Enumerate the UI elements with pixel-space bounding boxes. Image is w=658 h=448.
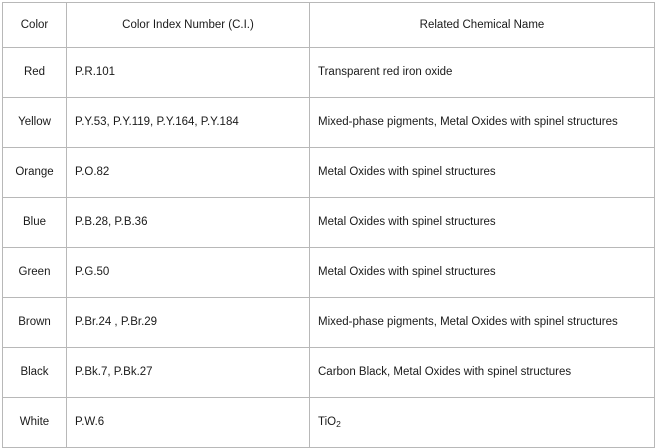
table-row	[3, 98, 655, 148]
cell-color: Green	[3, 248, 67, 298]
cell-chemical-name: Carbon Black, Metal Oxides with spinel structures	[310, 348, 655, 398]
cell-color: Red	[3, 48, 67, 98]
pigment-table-container	[2, 2, 656, 448]
cell-chemical-name: Metal Oxides with spinel structures	[310, 198, 655, 248]
cell-chemical-name: Transparent red iron oxide	[310, 48, 655, 98]
cell-color: Orange	[3, 148, 67, 198]
cell-color-index: P.R.101	[67, 48, 310, 98]
cell-chemical-name: Metal Oxides with spinel structures	[310, 148, 655, 198]
cell-chemical-name	[310, 398, 655, 448]
cell-color: Black	[3, 348, 67, 398]
cell-color-index: P.Bk.7, P.Bk.27	[67, 348, 310, 398]
table-row	[3, 48, 655, 98]
cell-color-index: P.O.82	[67, 148, 310, 198]
cell-chemical-name: Mixed-phase pigments, Metal Oxides with spinel structures	[310, 98, 655, 148]
cell-chemical-name: Mixed-phase pigments, Metal Oxides with spinel structures	[310, 298, 655, 348]
cell-color-index: P.Y.53, P.Y.119, P.Y.164, P.Y.184	[67, 98, 310, 148]
table-row	[3, 398, 655, 448]
chemical-formula-subscript: 2	[336, 419, 341, 430]
table-header-row	[3, 3, 655, 48]
column-header-color-index-number: Color Index Number (C.I.)	[67, 3, 310, 48]
column-header-related-chemical-name: Related Chemical Name	[310, 3, 655, 48]
table-row	[3, 198, 655, 248]
table-row	[3, 348, 655, 398]
pigment-table	[2, 2, 655, 448]
table-header	[3, 3, 655, 48]
cell-color: Blue	[3, 198, 67, 248]
column-header-color: Color	[3, 3, 67, 48]
cell-chemical-name: Metal Oxides with spinel structures	[310, 248, 655, 298]
table-row	[3, 248, 655, 298]
chemical-formula-base: TiO	[318, 416, 337, 429]
cell-color-index: P.B.28, P.B.36	[67, 198, 310, 248]
cell-color-index: P.G.50	[67, 248, 310, 298]
cell-color: Brown	[3, 298, 67, 348]
cell-color-index: P.Br.24 , P.Br.29	[67, 298, 310, 348]
table-body	[3, 48, 655, 448]
table-row	[3, 298, 655, 348]
cell-color-index: P.W.6	[67, 398, 310, 448]
table-row	[3, 148, 655, 198]
cell-color: White	[3, 398, 67, 448]
cell-color: Yellow	[3, 98, 67, 148]
